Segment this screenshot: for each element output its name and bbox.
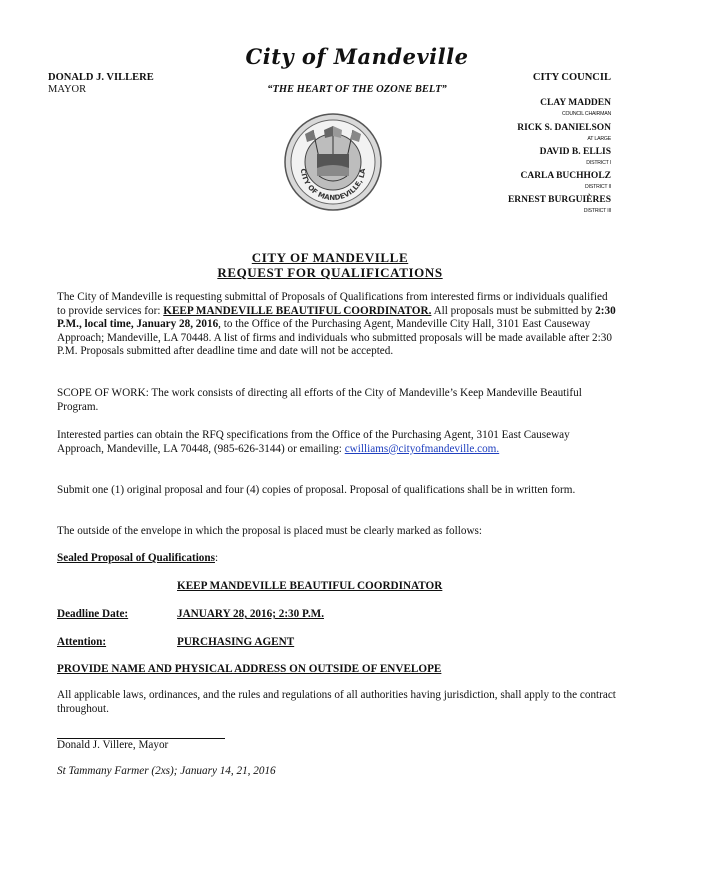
council-member-role: AT LARGE — [587, 136, 611, 142]
deadline-emphasis: 2:30 P.M., local time, January 28, 2016 — [57, 304, 616, 331]
city-name-title: City of Mandeville — [245, 44, 469, 69]
mayor-name: DONALD J. VILLERE — [48, 72, 154, 83]
project-title: KEEP MANDEVILLE BEAUTIFUL COORDINATOR — [177, 580, 443, 592]
provide-address-notice: PROVIDE NAME AND PHYSICAL ADDRESS ON OUTSIDE OF ENVELOPE — [57, 663, 442, 675]
council-member-name: CLAY MADDEN — [540, 98, 611, 108]
attention-label: Attention: — [57, 636, 107, 648]
laws-paragraph: All applicable laws, ordinances, and the rules and regulations of all authorities having jurisdiction, shall apply to the contract throughout. — [57, 689, 616, 715]
council-member-role: DISTRICT III — [583, 208, 611, 214]
seal-text: CITY OF MANDEVILLE, LA — [298, 168, 368, 203]
council-member-role: COUNCIL CHAIRMAN — [561, 111, 611, 117]
council-member-name: ERNEST BURGUIÈRES — [507, 195, 611, 205]
attention-value: PURCHASING AGENT — [177, 636, 295, 648]
city-motto: “THE HEART OF THE OZONE BELT” — [267, 84, 447, 95]
city-seal-icon — [283, 112, 383, 212]
contact-email-link[interactable]: cwilliams@cityofmandeville.com. — [344, 442, 500, 455]
envelope-instructions: The outside of the envelope in which the proposal is placed must be clearly marked as follows: — [57, 525, 483, 537]
council-title: CITY COUNCIL — [532, 72, 611, 83]
scope-paragraph: SCOPE OF WORK: The work consists of directing all efforts of the City of Mandeville’s Keep Mandeville Beautiful Program. — [57, 387, 582, 413]
council-member-name: RICK S. DANIELSON — [517, 123, 611, 133]
notice-heading: CITY OF MANDEVILLE — [251, 250, 409, 265]
signatory-name: Donald J. Villere, Mayor — [57, 739, 169, 751]
publication-note: St Tammany Farmer (2xs); January 14, 21, 2016 — [57, 765, 276, 777]
deadline-value: JANUARY 28, 2016; 2:30 P.M. — [177, 608, 324, 620]
council-member-name: CARLA BUCHHOLZ — [520, 171, 611, 181]
council-member-role: DISTRICT I — [586, 160, 611, 166]
submission-paragraph: Submit one (1) original proposal and four (4) copies of proposal. Proposal of qualifications shall be in written form. — [57, 484, 576, 496]
deadline-label: Deadline Date: — [57, 608, 129, 620]
council-member-role: DISTRICT II — [585, 184, 611, 190]
notice-subheading: REQUEST FOR QUALIFICATIONS — [217, 265, 443, 280]
sealed-proposal-label: Sealed Proposal of Qualifications: — [57, 552, 219, 564]
specifications-paragraph: Interested parties can obtain the RFQ specifications from the Office of the Purchasing Agent, 3101 East Causeway Approach, Mandeville, LA 70448, (985-626-3144) or emailing: cwilliams@cityofmandeville.com. — [57, 429, 570, 455]
mayor-title: MAYOR — [48, 84, 87, 95]
council-member-name: DAVID B. ELLIS — [539, 147, 611, 157]
program-name: KEEP MANDEVILLE BEAUTIFUL COORDINATOR. — [163, 304, 432, 317]
intro-paragraph: The City of Mandeville is requesting submittal of Proposals of Qualifications from interested firms or individuals qualified to provide services for: KEEP MANDEVILLE BEAUTIFUL COORDINATOR. All proposals must be submitted by 2:30 P.M., local time, January 28, 2016, to the Office of the Purchasing Agent, Mandeville City Hall, 3101 East Causeway Approach; Mandeville, LA 70448. A list of firms and individuals who submitted proposals will be made available after 2:30 P.M. Proposals submitted after deadline time and date will not be accepted. — [57, 291, 616, 358]
